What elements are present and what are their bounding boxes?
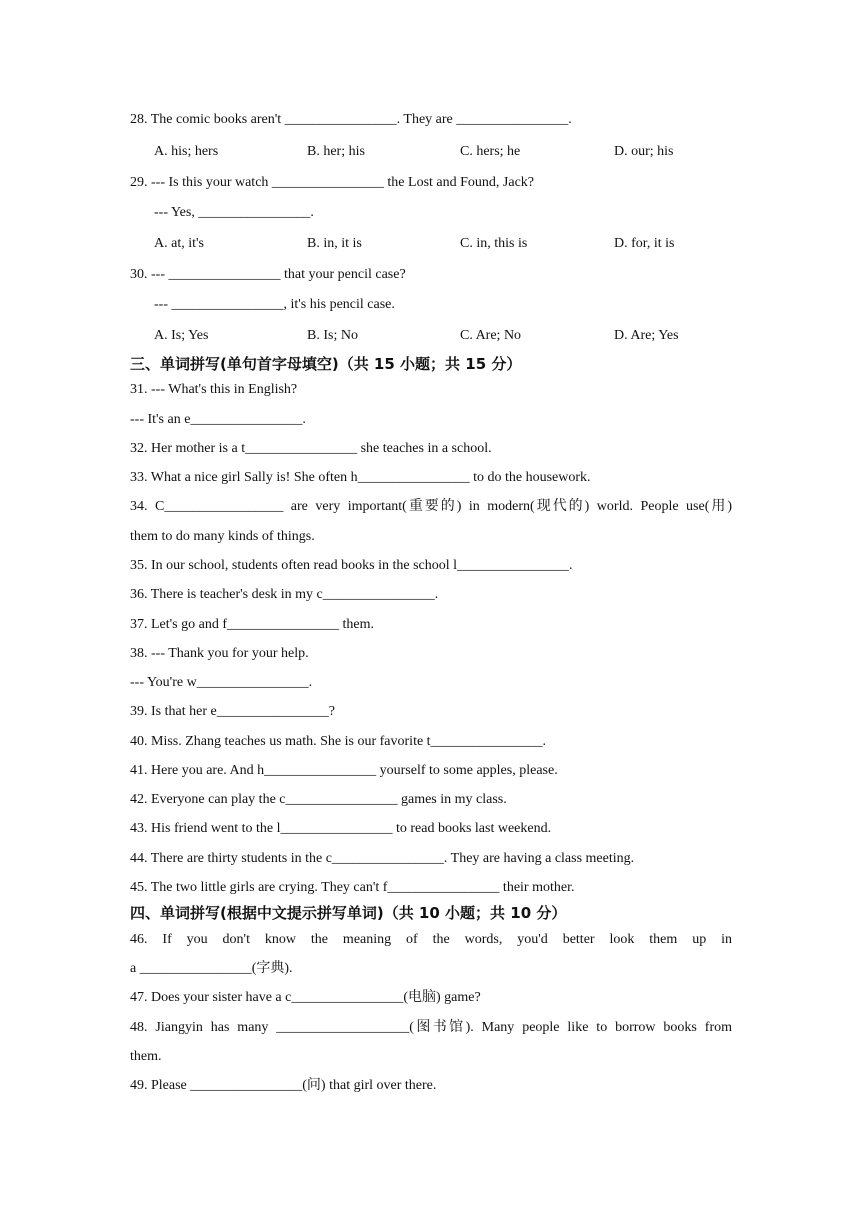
section-3-heading: 三、单词拼写(单句首字母填空)（共 15 小题；共 15 分）	[130, 355, 522, 373]
question-33: 33. What a nice girl Sally is! She often h________________ to do the housework.	[130, 470, 591, 485]
question-48-line-2: them.	[130, 1049, 162, 1064]
question-38-line-1: 38. --- Thank you for your help.	[130, 646, 309, 661]
option-a: A. his; hers	[154, 144, 219, 159]
question-36: 36. There is teacher's desk in my c________________.	[130, 587, 439, 602]
question-31-line-2: --- It's an e________________.	[130, 412, 306, 427]
question-46-line-2: a ________________(字典).	[130, 961, 293, 976]
question-48-line-1: 48. Jiangyin has many ___________________(图书馆). Many people like to borrow books from	[130, 1020, 732, 1035]
option-c: C. hers; he	[460, 144, 521, 159]
question-35: 35. In our school, students often read books in the school l________________.	[130, 558, 573, 573]
question-38-line-2: --- You're w________________.	[130, 675, 313, 690]
question-28: 28. The comic books aren't ________________. They are ________________.	[130, 112, 572, 127]
question-34-line-2: them to do many kinds of things.	[130, 529, 315, 544]
option-d: D. our; his	[614, 144, 674, 159]
question-42: 42. Everyone can play the c________________ games in my class.	[130, 792, 507, 807]
option-c: C. Are; No	[460, 328, 522, 343]
question-45: 45. The two little girls are crying. They can't f________________ their mother.	[130, 880, 575, 895]
question-47: 47. Does your sister have a c________________(电脑) game?	[130, 990, 481, 1005]
question-41: 41. Here you are. And h________________ yourself to some apples, please.	[130, 763, 558, 778]
option-a: A. at, it's	[154, 236, 204, 251]
option-d: D. for, it is	[614, 236, 675, 251]
section-4-heading: 四、单词拼写(根据中文提示拼写单词)（共 10 小题；共 10 分）	[130, 904, 567, 922]
option-d: D. Are; Yes	[614, 328, 679, 343]
option-b: B. her; his	[307, 144, 365, 159]
question-37: 37. Let's go and f________________ them.	[130, 617, 374, 632]
option-c: C. in, this is	[460, 236, 528, 251]
question-49: 49. Please ________________(问) that girl over there.	[130, 1078, 437, 1093]
question-46-line-1: 46. If you don't know the meaning of the words, you'd better look them up in	[130, 932, 732, 947]
option-b: B. Is; No	[307, 328, 358, 343]
question-43: 43. His friend went to the l________________ to read books last weekend.	[130, 821, 552, 836]
question-39: 39. Is that her e________________?	[130, 704, 335, 719]
question-29: 29. --- Is this your watch ________________ the Lost and Found, Jack?	[130, 175, 534, 190]
question-44: 44. There are thirty students in the c________________. They are having a class meeting.	[130, 851, 635, 866]
question-30-reply: --- ________________, it's his pencil case.	[154, 297, 395, 312]
question-40: 40. Miss. Zhang teaches us math. She is our favorite t________________.	[130, 734, 547, 749]
option-b: B. in, it is	[307, 236, 362, 251]
question-30: 30. --- ________________ that your pencil case?	[130, 267, 406, 282]
question-31-line-1: 31. --- What's this in English?	[130, 382, 298, 397]
option-a: A. Is; Yes	[154, 328, 209, 343]
question-32: 32. Her mother is a t________________ she teaches in a school.	[130, 441, 492, 456]
question-34-line-1: 34. C_________________ are very important(重要的) in modern(现代的) world. People use(用)	[130, 499, 732, 514]
question-29-reply: --- Yes, ________________.	[154, 205, 314, 220]
